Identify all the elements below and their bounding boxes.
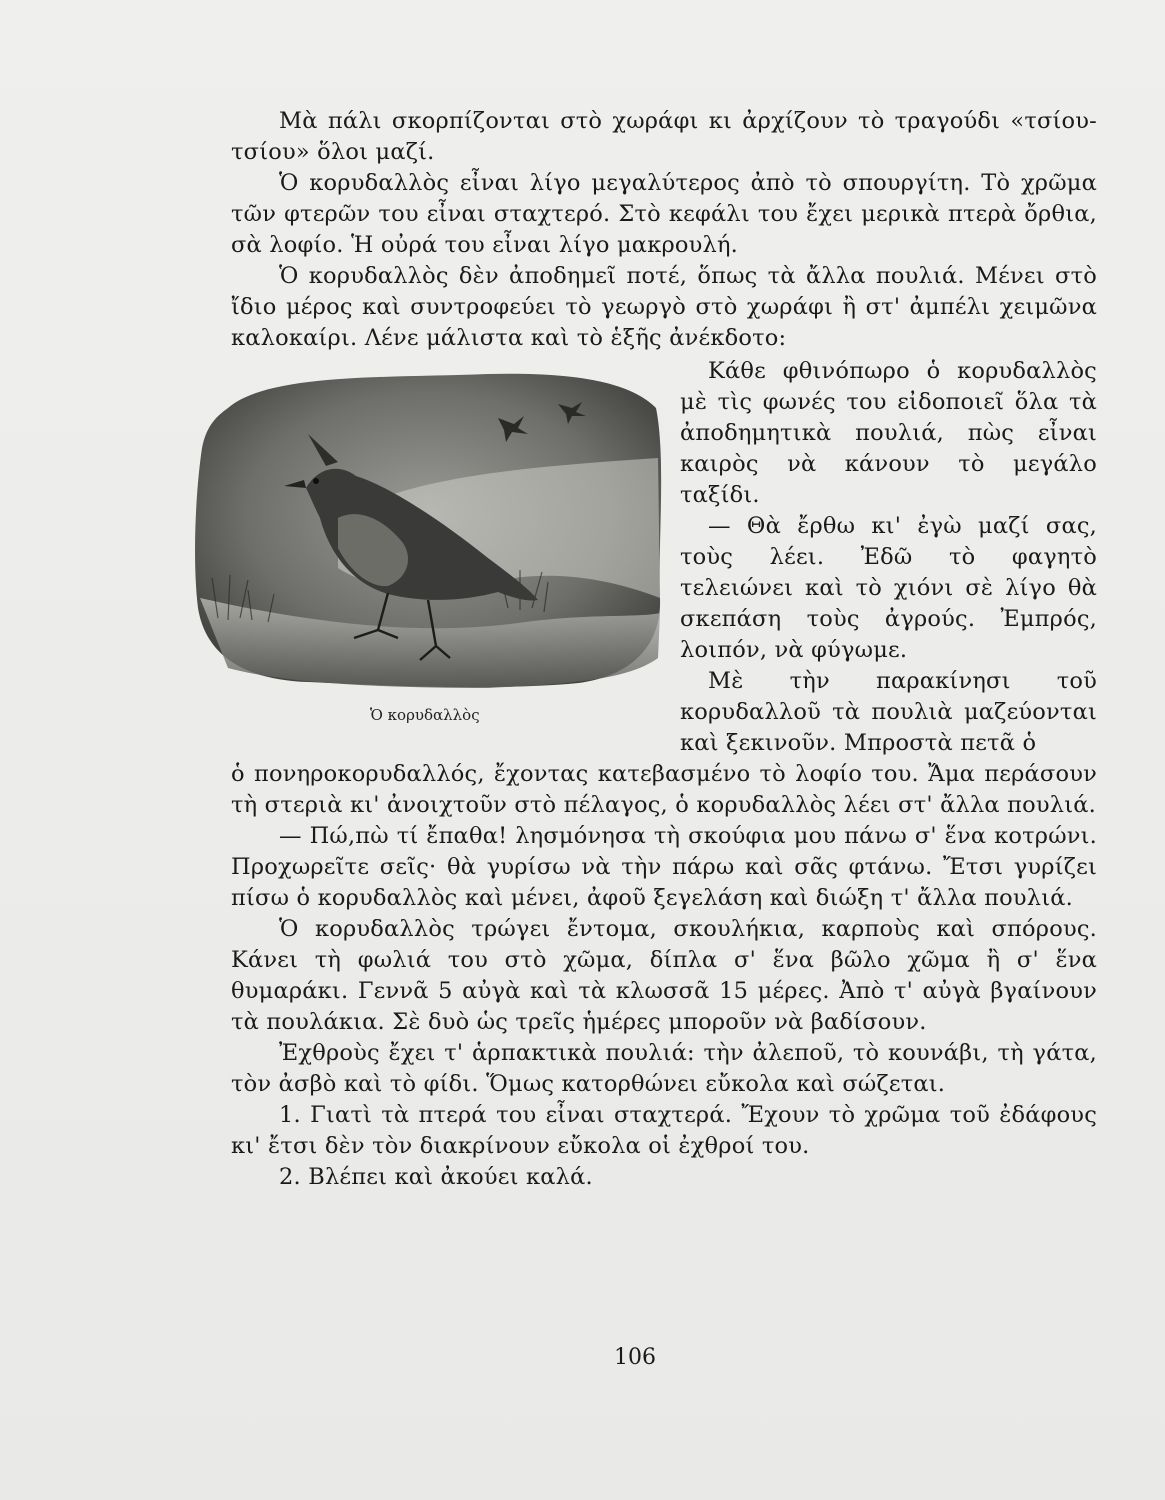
answer-item: 2. Βλέπει καὶ ἀκούει καλά. [279, 1164, 593, 1190]
text-block-top [231, 106, 1097, 354]
paragraph: Ὁ κορυδαλλὸς τρώγει ἔντομα, σκουλήκια, καρποὺς καὶ σπόρους. Κάνει τὴ φωλιά του στὸ χῶμα, δίπλα σ' ἕνα βῶλο χῶμα ἢ σ' ἕνα θυμαράκι. Γεννᾶ 5 αὐγὰ καὶ τὰ κλωσσᾶ 15 μέρες. Ἀπὸ τ' αὐγὰ βγαίνουν τὰ πουλάκια. Σὲ δυὸ ὡς τρεῖς ἡμέρες μποροῦν νὰ βαδίσουν. [231, 916, 1097, 1035]
paragraph: Ἐχθροὺς ἔχει τ' ἁρπακτικὰ πουλιά: τὴν ἀλεποῦ, τὸ κουνάβι, τὴ γάτα, τὸν ἀσβὸ καὶ τὸ φίδι. Ὅμως κατορθώνει εὔκολα καὶ σώζεται. [231, 1040, 1097, 1097]
paragraph: Μὰ πάλι σκορπίζονται στὸ χωράφι κι ἀρχίζουν τὸ τραγούδι «τσίου-τσίου» ὅλοι μαζί. [231, 108, 1097, 165]
paragraph: Κάθε φθινόπωρο ὁ κορυδαλλὸς μὲ τὶς φωνές του εἰδοποιεῖ ὅλα τὰ ἀποδημητικὰ πουλιά, πὼς εἶναι καιρὸς νὰ κάνουν τὸ μεγάλο ταξίδι. [680, 358, 1097, 508]
paragraph: ὁ πονηροκορυδαλλός, ἔχοντας κατεβασμένο τὸ λοφίο του. Ἄμα περάσουν τὴ στεριὰ κι' ἀνοιχτοῦν στὸ πέλαγος, ὁ κορυδαλλὸς λέει στ' ἄλλα πουλιά. [231, 761, 1097, 818]
answer-item: 1. Γιατὶ τὰ πτερά του εἶναι σταχτερά. Ἔχουν τὸ χρῶμα τοῦ ἐδάφους κι' ἔτσι δὲν τὸν διακρίνουν εὔκολα οἱ ἐχθροί του. [231, 1102, 1097, 1159]
paragraph: — Πώ,πὼ τί ἔπαθα! λησμόνησα τὴ σκούφια μου πάνω σ' ἕνα κοτρώνι. Προχωρεῖτε σεῖς· θὰ γυρίσω νὰ τὴν πάρω καὶ σᾶς φτάνω. Ἔτσι γυρίζει πίσω ὁ κορυδαλλὸς καὶ μένει, ἀφοῦ ξεγελάση καὶ διώξη τ' ἄλλα πουλιά. [231, 823, 1097, 911]
figure-caption: Ὁ κορυδαλλὸς [370, 706, 480, 724]
lark-illustration [188, 368, 666, 690]
page-number: 106 [614, 1345, 656, 1370]
lark-drawing [188, 368, 666, 690]
paragraph: Μὲ τὴν παρακίνησι τοῦ κορυδαλλοῦ τὰ πουλιὰ μαζεύονται καὶ ξεκινοῦν. Μπροστὰ πετᾶ ὁ [680, 668, 1097, 756]
text-block-side [680, 356, 1097, 759]
lark-eye [313, 478, 319, 484]
paragraph: Ὁ κορυδαλλὸς εἶναι λίγο μεγαλύτερος ἀπὸ τὸ σπουργίτη. Τὸ χρῶμα τῶν φτερῶν του εἶναι σταχτερό. Στὸ κεφάλι του ἔχει μερικὰ πτερὰ ὄρθια, σὰ λοφίο. Ἡ οὐρά του εἶναι λίγο μακρουλή. [231, 170, 1097, 258]
text-block-bottom [231, 759, 1097, 1193]
paragraph: Ὁ κορυδαλλὸς δὲν ἀποδημεῖ ποτέ, ὅπως τὰ ἄλλα πουλιά. Μένει στὸ ἴδιο μέρος καὶ συντροφεύει τὸ γεωργὸ στὸ χωράφι ἢ στ' ἀμπέλι χειμῶνα καλοκαίρι. Λένε μάλιστα καὶ τὸ ἑξῆς ἀνέκδοτο: [231, 263, 1097, 351]
paragraph: — Θὰ ἔρθω κι' ἐγὼ μαζί σας, τοὺς λέει. Ἐδῶ τὸ φαγητὸ τελειώνει καὶ τὸ χιόνι σὲ λίγο θὰ σκεπάση τοὺς ἀγρούς. Ἐμπρός, λοιπόν, νὰ φύγωμε. [680, 513, 1097, 663]
